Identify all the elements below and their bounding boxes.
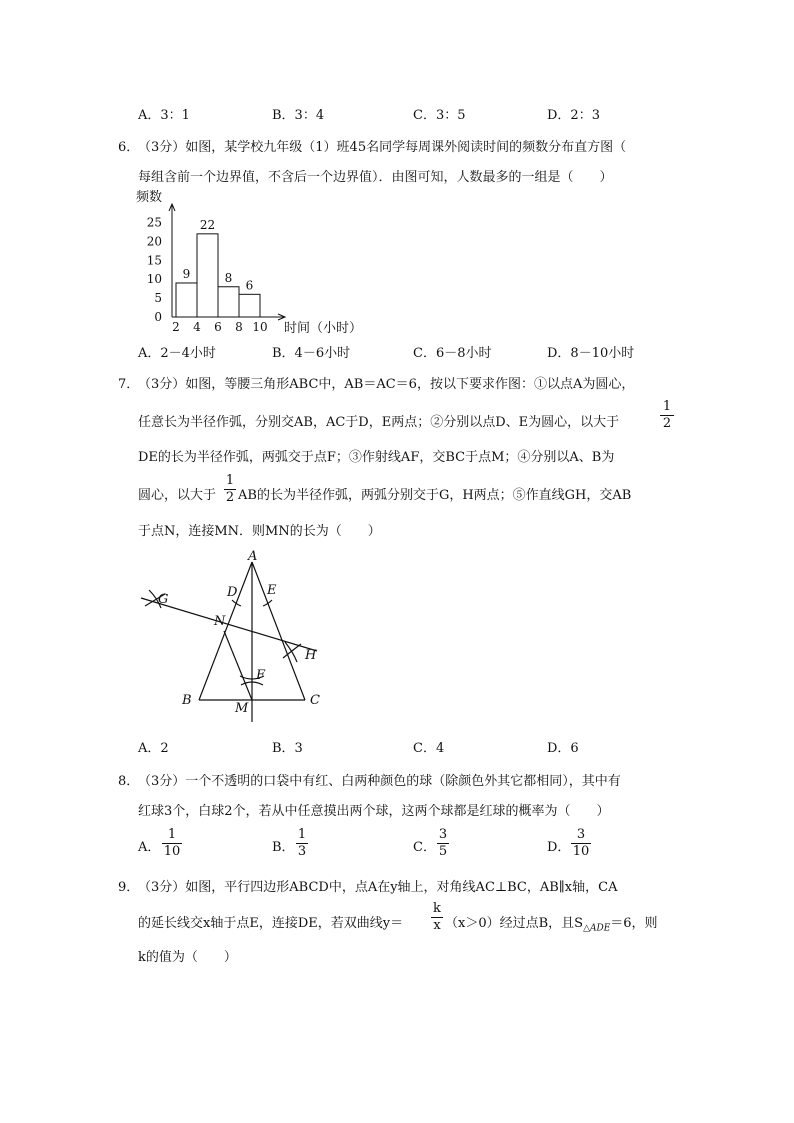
y-tick-label: 10 (146, 272, 162, 287)
q7-fraction-half-1: 1 2 (660, 400, 674, 431)
x-tick-label: 6 (214, 320, 222, 334)
q7-text-line4b: AB的长为半径作弧，两弧分别交于G，H两点；⑤作直线GH，交AB (238, 488, 632, 503)
q5-option-c: C．3：5 (413, 108, 466, 123)
label-d: D (227, 585, 238, 600)
q5-option-d: D．2：3 (547, 108, 600, 123)
label-n: N (214, 614, 226, 629)
q8-option-a-prefix: A． (138, 840, 161, 855)
q8-option-b-fraction: 1 3 (297, 827, 307, 859)
label-b: B (182, 693, 192, 708)
y-tick-label: 15 (146, 253, 162, 268)
x-axis-title: 时间（小时） (284, 321, 363, 336)
q8-text-line2: 红球3个，白球2个，若从中任意摸出两个球，这两个球都是红球的概率为（ ） (138, 804, 610, 819)
q8-text-line1: （3分）一个不透明的口袋中有红、白两种颜色的球（除颜色外其它都相同），其中有 (138, 774, 621, 789)
q8-option-c-fraction: 3 5 (438, 827, 448, 859)
y-axis-title: 频数 (136, 190, 163, 205)
histogram-bar (197, 234, 218, 317)
q9-text-line2b (445, 912, 658, 934)
histogram-chart (130, 186, 390, 338)
y-tick-label: 5 (154, 291, 162, 306)
x-tick-label: 10 (252, 320, 268, 334)
label-c: C (310, 693, 320, 708)
q9-area-subscript: △ADE (583, 923, 611, 934)
histogram-bar (176, 283, 197, 317)
q7-option-d: D．6 (547, 741, 579, 756)
q7-text-line2: 任意长为半径作弧，分别交AB，AC于D，E两点；②分别以点D、E为圆心，以大于 (138, 415, 620, 430)
label-a: A (248, 549, 258, 564)
q7-text-line1: （3分）如图，等腰三角形ABC中，AB＝AC＝6，按以下要求作图：①以点A为圆心， (138, 377, 635, 392)
q6-option-b: B．4－6小时 (272, 346, 351, 361)
q6-text-line1: （3分）如图，某学校九年级（1）班45名同学每周课外阅读时间的频数分布直方图（ (138, 140, 627, 155)
q7-text-line5: 于点N，连接MN．则MN的长为（ ） (138, 524, 381, 539)
x-tick-label: 4 (193, 320, 201, 334)
label-f: F (256, 668, 266, 683)
bar-value-label: 9 (182, 266, 191, 281)
q9-hyperbola-fraction: k x (431, 902, 443, 933)
q7-fraction-half-2: 1 2 (225, 473, 235, 505)
q5-option-b: B．3：4 (272, 108, 325, 123)
q9-text-line3: k的值为（ ） (138, 950, 237, 965)
q6-option-c: C．6－8小时 (413, 346, 492, 361)
y-tick-label: 20 (146, 234, 162, 249)
histogram-bar (218, 287, 239, 317)
q7-text-line3: DE的长为半径作弧，两弧交于点F；③作射线AF，交BC于点M；④分别以A、B为 (138, 450, 615, 465)
q6-option-a: A．2－4小时 (138, 346, 216, 361)
x-tick-label: 8 (235, 320, 243, 334)
q5-option-a: A．3：1 (138, 108, 190, 123)
bar-value-label: 22 (199, 217, 216, 232)
q8-option-a-fraction: 1 10 (163, 827, 181, 859)
q9-text-line2a: 的延长线交x轴于点E，连接DE，若双曲线y＝ (138, 916, 404, 931)
x-tick-label: 2 (172, 320, 180, 334)
segment-mn (224, 631, 252, 700)
label-h: H (305, 648, 317, 663)
q9-number: 9． (118, 880, 140, 895)
y-tick-label: 25 (146, 215, 162, 230)
triangle-construction-figure (135, 546, 335, 726)
q6-option-d: D．8－10小时 (547, 346, 635, 361)
bar-value-label: 6 (245, 278, 254, 293)
label-m: M (235, 701, 249, 716)
q8-number: 8． (118, 774, 140, 789)
q6-number: 6． (118, 140, 140, 155)
q6-text-line2: 每组含前一个边界值，不含后一个边界值）．由图可知，人数最多的一组是（ ） (138, 170, 613, 185)
q8-option-b-prefix: B． (272, 840, 295, 855)
q7-option-a: A．2 (138, 741, 169, 756)
q9-area-value: ＝6，则 (610, 916, 658, 931)
q7-option-c: C．4 (413, 741, 445, 756)
q8-option-d-fraction: 3 10 (572, 827, 590, 859)
q8-option-d-prefix: D． (547, 840, 571, 855)
histogram-bar (239, 294, 260, 317)
label-e: E (267, 583, 277, 598)
q7-text-line4a: 圆心，以大于 (138, 488, 217, 503)
q8-option-c-prefix: C． (413, 840, 436, 855)
q7-option-b: B．3 (272, 741, 303, 756)
label-g: G (158, 592, 169, 607)
bar-value-label: 8 (224, 270, 233, 285)
q9-condition-text: （x＞0）经过点B，且S (445, 916, 584, 931)
y-tick-label: 0 (154, 310, 162, 324)
q7-number: 7． (118, 377, 140, 392)
q9-text-line1: （3分）如图，平行四边形ABCD中，点A在y轴上，对角线AC⊥BC，AB∥x轴，CA (138, 880, 618, 895)
